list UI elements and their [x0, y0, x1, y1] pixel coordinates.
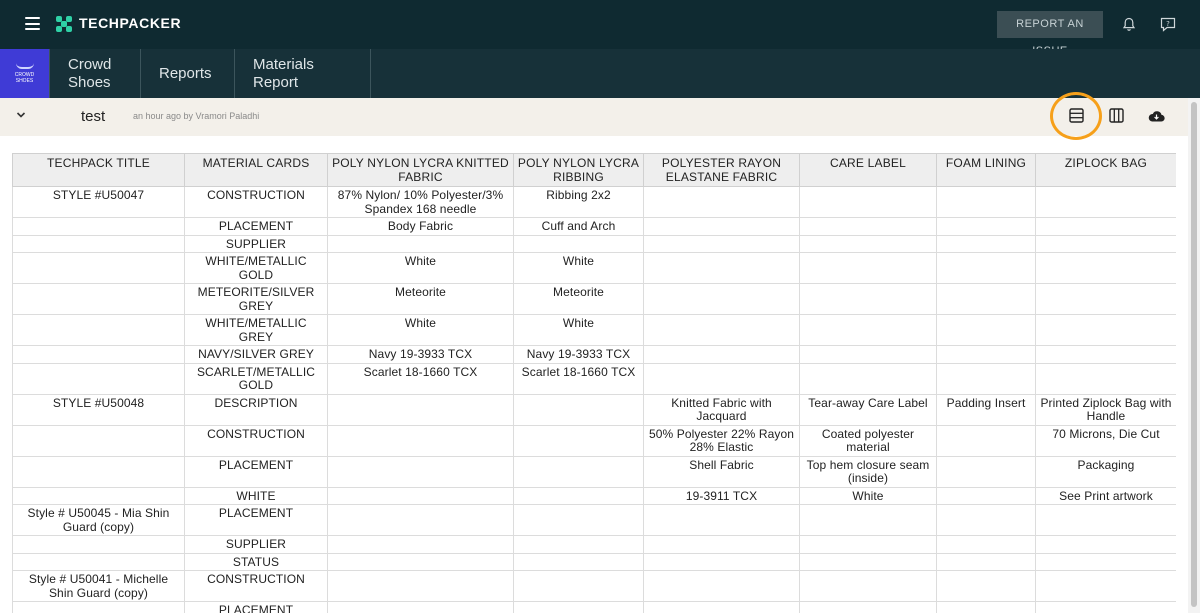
- table-cell: [644, 253, 800, 284]
- table-cell: Tear-away Care Label: [800, 394, 937, 425]
- table-cell: Style # U50041 - Michelle Shin Guard (copy): [13, 571, 185, 602]
- report-issue-button[interactable]: REPORT AN: [997, 11, 1103, 38]
- table-cell: [937, 253, 1036, 284]
- table-cell: [644, 235, 800, 253]
- vertical-scrollbar[interactable]: [1188, 98, 1200, 613]
- table-cell: [13, 602, 185, 613]
- table-cell: White: [800, 487, 937, 505]
- table-cell: [1036, 187, 1177, 218]
- table-cell: [1036, 363, 1177, 394]
- shoe-icon: [16, 61, 34, 69]
- table-cell: [800, 218, 937, 236]
- table-cell: [1036, 346, 1177, 364]
- table-cell: [328, 235, 514, 253]
- table-cell: [13, 487, 185, 505]
- table-cell: [644, 571, 800, 602]
- table-cell: [937, 346, 1036, 364]
- table-row: [13, 487, 1177, 505]
- project-thumbnail[interactable]: [0, 49, 49, 98]
- table-cell: [644, 218, 800, 236]
- table-cell: STYLE #U50048: [13, 394, 185, 425]
- table-cell: [937, 315, 1036, 346]
- table-cell: SUPPLIER: [185, 235, 328, 253]
- table-cell: [328, 456, 514, 487]
- table-cell: [13, 553, 185, 571]
- table-cell: [514, 394, 644, 425]
- menu-icon[interactable]: [25, 17, 40, 30]
- table-cell: Navy 19-3933 TCX: [514, 346, 644, 364]
- table-cell: [937, 235, 1036, 253]
- table-cell: [937, 553, 1036, 571]
- table-row: [13, 253, 1177, 284]
- table-cell: [937, 536, 1036, 554]
- table-cell: [800, 571, 937, 602]
- help-chat-icon[interactable]: [1160, 17, 1176, 32]
- table-cell: [328, 602, 514, 613]
- table-cell: [13, 253, 185, 284]
- top-bar: [0, 0, 1200, 49]
- table-cell: [514, 553, 644, 571]
- table-cell: [13, 456, 185, 487]
- table-cell: [800, 553, 937, 571]
- table-cell: [644, 536, 800, 554]
- scrollbar-thumb[interactable]: [1191, 102, 1197, 607]
- table-cell: [937, 363, 1036, 394]
- table-cell: [800, 505, 937, 536]
- table-cell: CONSTRUCTION: [185, 187, 328, 218]
- table-cell: [644, 346, 800, 364]
- table-cell: [800, 235, 937, 253]
- table-row: [13, 363, 1177, 394]
- breadcrumb: [0, 49, 1200, 98]
- table-cell: Coated polyester material: [800, 425, 937, 456]
- table-cell: CONSTRUCTION: [185, 425, 328, 456]
- cloud-download-icon[interactable]: [1148, 110, 1165, 122]
- table-cell: [328, 505, 514, 536]
- table-cell: STATUS: [185, 553, 328, 571]
- column-header: POLYESTER RAYON ELASTANE FABRIC: [644, 154, 800, 187]
- column-header: FOAM LINING: [937, 154, 1036, 187]
- table-cell: 87% Nylon/ 10% Polyester/3% Spandex 168 needle: [328, 187, 514, 218]
- table-cell: [328, 425, 514, 456]
- table-cell: 19-3911 TCX: [644, 487, 800, 505]
- table-cell: [800, 315, 937, 346]
- table-cell: Ribbing 2x2: [514, 187, 644, 218]
- table-cell: [328, 553, 514, 571]
- table-row: [13, 553, 1177, 571]
- table-cell: [800, 536, 937, 554]
- table-cell: PLACEMENT: [185, 505, 328, 536]
- table-cell: Padding Insert: [937, 394, 1036, 425]
- breadcrumb-reports[interactable]: Reports: [141, 49, 235, 98]
- column-header: MATERIAL CARDS: [185, 154, 328, 187]
- table-cell: Packaging: [1036, 456, 1177, 487]
- table-cell: [514, 602, 644, 613]
- table-cell: [937, 602, 1036, 613]
- table-cell: Knitted Fabric with Jacquard: [644, 394, 800, 425]
- table-row: [13, 394, 1177, 425]
- column-view-icon[interactable]: [1109, 108, 1124, 123]
- table-cell: Printed Ziplock Bag with Handle: [1036, 394, 1177, 425]
- table-cell: Shell Fabric: [644, 456, 800, 487]
- table-cell: Scarlet 18-1660 TCX: [328, 363, 514, 394]
- table-cell: White: [328, 253, 514, 284]
- table-cell: [328, 394, 514, 425]
- table-cell: WHITE/METALLIC GOLD: [185, 253, 328, 284]
- table-cell: 50% Polyester 22% Rayon 28% Elastic: [644, 425, 800, 456]
- table-row: [13, 602, 1177, 613]
- table-row: [13, 315, 1177, 346]
- table-cell: [328, 571, 514, 602]
- table-cell: White: [514, 315, 644, 346]
- table-cell: [800, 253, 937, 284]
- table-cell: [1036, 218, 1177, 236]
- breadcrumb-project[interactable]: Crowd Shoes: [49, 49, 141, 98]
- table-cell: 70 Microns, Die Cut: [1036, 425, 1177, 456]
- report-meta: an hour ago by Vramori Paladhi: [133, 111, 260, 121]
- table-cell: [1036, 253, 1177, 284]
- table-cell: [1036, 553, 1177, 571]
- table-cell: [328, 487, 514, 505]
- column-header: POLY NYLON LYCRA KNITTED FABRIC: [328, 154, 514, 187]
- table-cell: Scarlet 18-1660 TCX: [514, 363, 644, 394]
- table-cell: White: [328, 315, 514, 346]
- table-cell: Meteorite: [514, 284, 644, 315]
- table-cell: WHITE/METALLIC GREY: [185, 315, 328, 346]
- table-cell: [13, 284, 185, 315]
- table-cell: SCARLET/METALLIC GOLD: [185, 363, 328, 394]
- table-cell: [13, 536, 185, 554]
- table-cell: [1036, 284, 1177, 315]
- project-thumb-line1: CROWD: [14, 72, 35, 78]
- table-cell: [937, 218, 1036, 236]
- table-cell: [937, 284, 1036, 315]
- table-cell: [644, 187, 800, 218]
- table-cell: [514, 536, 644, 554]
- table-cell: [937, 571, 1036, 602]
- table-cell: [800, 363, 937, 394]
- table-cell: NAVY/SILVER GREY: [185, 346, 328, 364]
- notifications-bell-icon[interactable]: [1122, 17, 1136, 32]
- table-cell: [1036, 602, 1177, 613]
- table-body: [13, 187, 1177, 613]
- column-header: TECHPACK TITLE: [13, 154, 185, 187]
- table-cell: [514, 425, 644, 456]
- table-cell: STYLE #U50047: [13, 187, 185, 218]
- table-row: [13, 284, 1177, 315]
- table-cell: [937, 187, 1036, 218]
- table-row: [13, 456, 1177, 487]
- techpacker-logo-icon: [56, 16, 72, 32]
- table-cell: [937, 456, 1036, 487]
- chevron-down-icon[interactable]: [16, 110, 26, 120]
- table-row: [13, 571, 1177, 602]
- report-title: test: [81, 108, 106, 125]
- table-cell: Cuff and Arch: [514, 218, 644, 236]
- materials-table: [12, 153, 1176, 613]
- table-cell: Body Fabric: [328, 218, 514, 236]
- table-cell: Top hem closure seam (inside): [800, 456, 937, 487]
- table-cell: [514, 456, 644, 487]
- table-row: [13, 235, 1177, 253]
- table-cell: [1036, 536, 1177, 554]
- table-cell: White: [514, 253, 644, 284]
- breadcrumb-materials-report[interactable]: Materials Report: [235, 49, 371, 98]
- table-row: [13, 218, 1177, 236]
- table-cell: [644, 315, 800, 346]
- table-cell: [13, 218, 185, 236]
- column-header: ZIPLOCK BAG: [1036, 154, 1177, 187]
- table-cell: [644, 602, 800, 613]
- row-view-icon[interactable]: [1069, 108, 1084, 123]
- table-cell: SUPPLIER: [185, 536, 328, 554]
- table-cell: PLACEMENT: [185, 456, 328, 487]
- table-cell: [800, 284, 937, 315]
- svg-text:?: ?: [1166, 20, 1170, 28]
- table-row: [13, 505, 1177, 536]
- table-cell: [13, 346, 185, 364]
- table-row: [13, 346, 1177, 364]
- table-cell: [13, 235, 185, 253]
- table-row: [13, 536, 1177, 554]
- table-cell: METEORITE/SILVER GREY: [185, 284, 328, 315]
- table-cell: [514, 505, 644, 536]
- table-cell: [937, 425, 1036, 456]
- table-cell: [514, 487, 644, 505]
- table-cell: PLACEMENT: [185, 602, 328, 613]
- report-header: [0, 98, 1188, 136]
- table-cell: CONSTRUCTION: [185, 571, 328, 602]
- materials-table-container: [12, 153, 1176, 613]
- table-cell: [514, 571, 644, 602]
- table-cell: [937, 487, 1036, 505]
- brand-name: TECHPACKER: [79, 15, 182, 31]
- table-cell: Navy 19-3933 TCX: [328, 346, 514, 364]
- column-header: CARE LABEL: [800, 154, 937, 187]
- column-header: POLY NYLON LYCRA RIBBING: [514, 154, 644, 187]
- table-cell: [1036, 315, 1177, 346]
- table-cell: [644, 284, 800, 315]
- table-cell: PLACEMENT: [185, 218, 328, 236]
- project-thumb-line2: SHOES: [15, 78, 34, 84]
- table-cell: [937, 505, 1036, 536]
- table-cell: WHITE: [185, 487, 328, 505]
- table-cell: [644, 505, 800, 536]
- table-header-row: [13, 154, 1177, 187]
- table-cell: [13, 425, 185, 456]
- table-cell: [800, 187, 937, 218]
- table-cell: [800, 346, 937, 364]
- table-cell: DESCRIPTION: [185, 394, 328, 425]
- table-cell: [1036, 505, 1177, 536]
- table-cell: [644, 553, 800, 571]
- table-cell: [13, 363, 185, 394]
- table-cell: Meteorite: [328, 284, 514, 315]
- table-cell: [328, 536, 514, 554]
- table-cell: [1036, 571, 1177, 602]
- table-row: [13, 187, 1177, 218]
- table-cell: [800, 602, 937, 613]
- table-cell: [514, 235, 644, 253]
- table-cell: See Print artwork: [1036, 487, 1177, 505]
- table-cell: [1036, 235, 1177, 253]
- table-row: [13, 425, 1177, 456]
- table-cell: Style # U50045 - Mia Shin Guard (copy): [13, 505, 185, 536]
- table-cell: [644, 363, 800, 394]
- table-cell: [13, 315, 185, 346]
